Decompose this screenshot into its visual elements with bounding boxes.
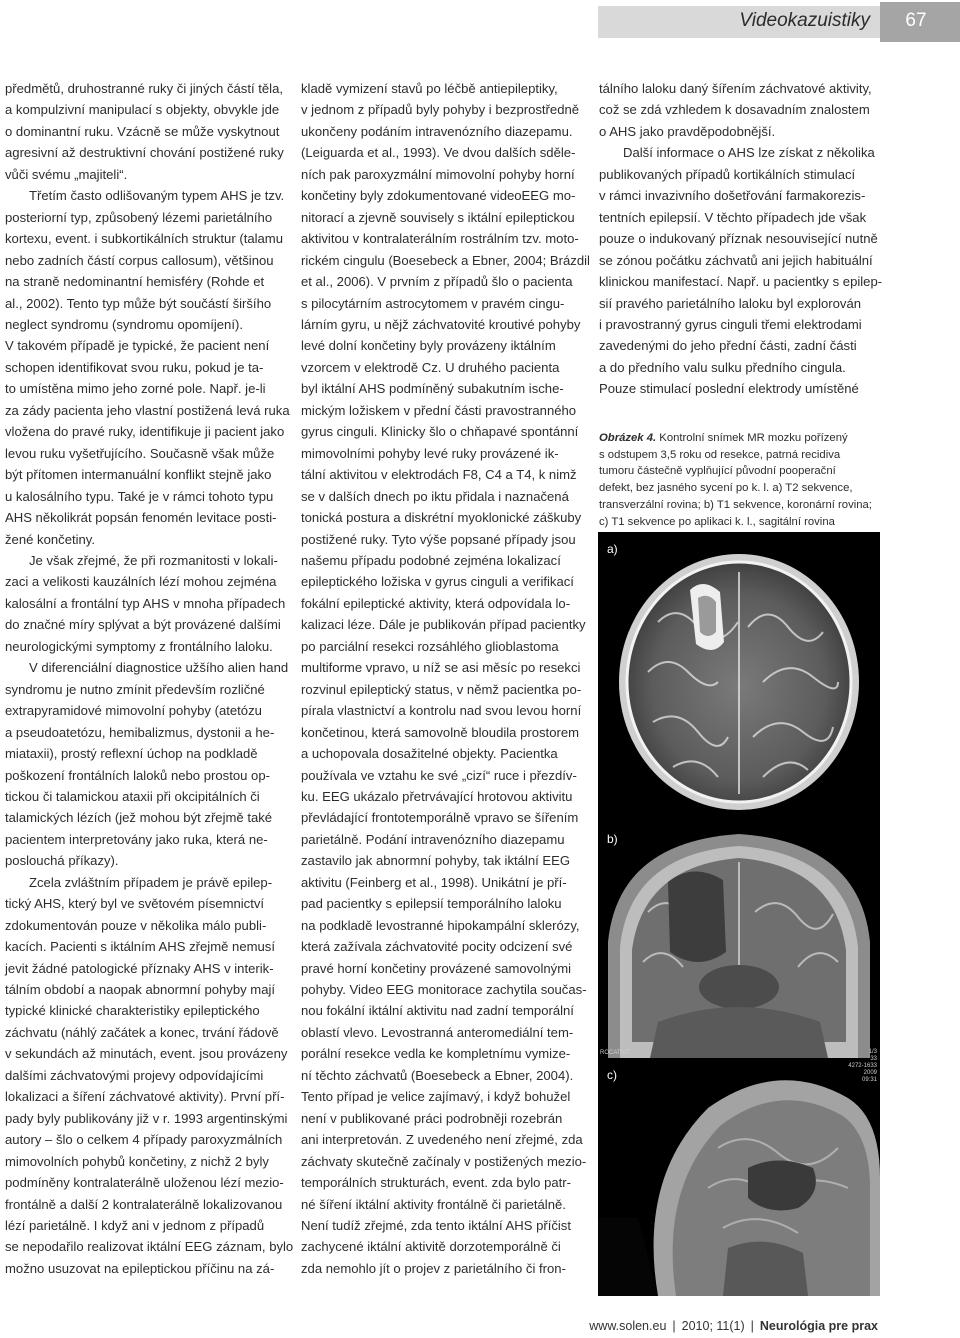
caption-label: Obrázek 4. [599, 432, 657, 444]
text-line: klinickou manifestací. Např. u pacientky s epilep- [599, 274, 883, 290]
paragraph [5, 872, 294, 1280]
text-line: záchvaty skutečně začínaly v postižených mezio- [301, 1153, 587, 1169]
text-line: žené končetiny. [5, 531, 96, 547]
text-line: né šíření iktální aktivity frontálně či parietálně. [301, 1196, 566, 1212]
text-line: což se zdá vzhledem k dosavadním znalostem [599, 102, 870, 118]
page-footer: www.solen.eu | 2010; 11(1) | Neurológia pre prax [589, 1319, 878, 1333]
text-line: po parciální resekci rozsáhlého glioblastoma [301, 638, 559, 654]
text-line: v sekundách až minutách, event. jsou provázeny [5, 1046, 288, 1062]
text-line: aktivitou v kontralaterálním rostrálním tzv. moto- [301, 231, 579, 247]
text-line: publikovaných případů kortikálních stimulací [599, 166, 856, 182]
text-line: postižené ruky. Tyto výše popsané případy jsou [301, 531, 576, 547]
text-line: není v publikované práci podrobněji rozebrán [301, 1110, 563, 1126]
text-line: poškození frontálních laloků nebo prostou op- [5, 767, 270, 783]
text-line: a pseudoatetózu, hemibalizmus, dystonii a he- [5, 724, 275, 740]
text-line: kacích. Pacienti s iktálním AHS zřejmě nemusí [5, 939, 275, 955]
text-line: nou fokální iktální aktivitu nad zadní temporální [301, 1003, 574, 1019]
text-line: v jednom z případů byly pohyby i bezprostředně [301, 102, 580, 118]
text-line: pady byly publikovány již v r. 1993 argentinskými [5, 1110, 288, 1126]
text-line: dalšími záchvatovými projevy odpovídajícími [5, 1067, 264, 1083]
text-line: kladě vymizení stavů po léčbě antiepileptiky, [301, 81, 558, 96]
text-line: předmětů, druhostranné ruky či jiných částí těla, [5, 81, 284, 96]
text-line: zavedenými do jeho přední části, zadní části [599, 338, 857, 354]
text-line: jevit žádné patologické příznaky AHS v interik- [5, 960, 274, 976]
caption-line: transverzální rovina; b) T1 sekvence, koronární rovina; [599, 498, 872, 511]
text-line: tálním období a naopak abnormní pohyby mají [5, 982, 276, 998]
text-line: možno usuzovat na epileptickou příčinu na zá- [5, 1260, 275, 1276]
text-line: neurologickými symptomy z frontálního laloku. [5, 638, 273, 654]
text-line: ukončeny podáním intravenózního diazepamu. [301, 123, 573, 139]
text-line: talamických lézích (jež mohou být zřejmě také [5, 810, 273, 826]
panel-label-c: c) [607, 1068, 617, 1082]
text-line: rickém cingulu (Boesebeck a Ebner, 2004; Brázdil [301, 252, 590, 268]
text-line: která zažívala záchvatovité pocity odcizení své [301, 939, 573, 955]
overlay-line: 09:31 [861, 1077, 877, 1083]
text-line: kortexu, event. i subkortikálních struktur (talamu [5, 231, 283, 247]
text-line: s pilocytárním astrocytomem v pravém cingu- [301, 295, 565, 311]
text-line: kalosální a frontální typ AHS v mnoha případech [5, 595, 286, 611]
text-line: tický AHS, který byl ve světovém písemnictví [5, 896, 265, 912]
section-title: Videokazuistiky [739, 10, 870, 31]
text-column-1 [5, 78, 294, 1279]
text-line: sií pravého parietálního laloku byl explorován [599, 295, 862, 311]
figure-caption [599, 430, 880, 530]
text-line: ních pak paroxyzmální mimovolní pohyby horní [301, 166, 575, 182]
text-line: Další informace o AHS lze získat z několika [623, 145, 875, 161]
text-line: používala ve vztahu ke své „cizí“ ruce i přezdív- [301, 767, 577, 783]
text-line: našemu případu podobné zejména lokalizací [301, 552, 561, 568]
text-line: Zcela zvláštním případem je právě epilep- [29, 874, 273, 890]
caption-line: s odstupem 3,5 roku od resekce, patrná recidiva [599, 448, 841, 461]
text-line: zdokumentován pouze v několika málo publi- [5, 917, 267, 933]
text-line: tálního laloku daný šířením záchvatové aktivity, [599, 81, 872, 96]
paragraph [5, 550, 286, 657]
text-line: tickou či talamickou ataxii při okcipitálních či [5, 788, 260, 804]
text-line: V takovém případě je typické, že pacient není [5, 338, 270, 354]
text-line: tální aktivitou v elektrodách F8, C4 a T4, k nimž [301, 467, 577, 483]
text-line: kalizaci léze. Dále je publikován případ pacientky [301, 617, 586, 633]
text-line: do značné míry splývat a být provázené dalšími [5, 617, 281, 633]
text-line: za zády pacienta jeho vlastní postižená levá ruka [5, 402, 290, 418]
text-line: porální resekce vedla ke kompletnímu vymize- [301, 1046, 571, 1062]
text-line: v rámci invazivního došetřování farmakorezis- [599, 188, 866, 204]
text-line: pad pacientky s epilepsií temporálního laloku [301, 896, 562, 912]
caption-line: tumoru částečně vyplňující původní pooperační [599, 465, 836, 478]
text-line: podmíněny kontralaterálně uloženou lézí mezio- [5, 1175, 284, 1191]
overlay-line: 4272-1633 [848, 1063, 877, 1069]
paragraph [301, 78, 590, 1279]
text-line: to umístěna mimo jeho zorné pole. Např. je-li [5, 381, 266, 397]
text-line: autory – šlo o celkem 4 případy paroxyzmálních [5, 1132, 283, 1148]
text-line: V diferenciální diagnostice užšího alien hand [29, 660, 289, 676]
text-line: se v dalších dnech po iktu přidala i naznačená [301, 488, 569, 504]
text-line: rozvinul epileptický status, v němž pacientka po- [301, 681, 582, 697]
text-line: ku. EEG ukázalo přetrvávající hrotovou aktivitu [301, 788, 573, 804]
text-line: mickým ložiskem v přední části pravostranného [301, 402, 577, 418]
text-line: al., 2002). Tento typ může být součástí širšího [5, 295, 272, 311]
text-column-3 [599, 78, 883, 400]
text-line: o dominantní ruku. Vzácně se může vyskytnout [5, 123, 280, 139]
mri-image-axial-t2 [598, 532, 880, 822]
text-line: neglect syndromu (syndromu opomíjení). [5, 316, 243, 332]
text-line: agresivní až destruktivní chování postižené ruky [5, 145, 284, 161]
text-line: ní těchto záchvatů (Boesebeck a Ebner, 2004). [301, 1067, 574, 1083]
caption-line: defekt, bez jasného sycení po k. l. a) T2 sekvence, [599, 482, 853, 495]
text-line: být přítomen intermanuální konflikt stejně jako [5, 467, 272, 483]
text-line: posteriorní typ, způsobený lézemi parietálního [5, 209, 273, 225]
text-line: končetinou, která samovolně bloudila prostorem [301, 724, 580, 740]
text-line: temporálních strukturách, event. zda bylo patr- [301, 1175, 572, 1191]
scanner-overlay-right [848, 1049, 877, 1084]
text-line: frontálně a další 2 kontralaterálně lokalizovanou [5, 1196, 283, 1212]
text-line: gyrus cinguli. Klinicky šlo o chňapavé spontánní [301, 424, 579, 440]
footer-journal: Neurológia pre prax [759, 1319, 878, 1333]
text-line: a kompulzivní manipulací s objekty, obvykle jde [5, 102, 280, 118]
text-line: u kalosálního typu. Také je v rámci tohoto typu [5, 488, 274, 504]
text-line: pacientem interpretovány jako ruka, která ne- [5, 831, 268, 847]
scanner-overlay-left: ROCATIVT [600, 1050, 630, 1056]
text-line: o AHS jako pravděpodobnější. [599, 123, 776, 139]
paragraph [5, 657, 289, 872]
text-line: na podkladě levostranné hipokampální sklerózy, [301, 917, 580, 933]
text-line: mimovolními pohyby levé ruky provázené ik- [301, 445, 559, 461]
text-line: Třetím často odlišovaným typem AHS je tzv. [29, 188, 285, 204]
text-line: lézí parietálně. I když ani v jednom z případů [5, 1218, 265, 1234]
text-line: a do předního valu sulku předního cingula. [599, 359, 846, 375]
overlay-line: 33 [870, 1056, 877, 1062]
text-line: fokální epileptické aktivity, která odpovídala lo- [301, 595, 571, 611]
text-line: mimovolních pohybů končetiny, z nichž 2 byly [5, 1153, 269, 1169]
text-line: zastavilo jak abnormní pohyby, tak iktální EEG [301, 853, 571, 869]
text-line: vůči svému „majiteli“. [5, 166, 128, 182]
text-line: tentních epilepsií. V těchto případech jde však [599, 209, 867, 225]
text-line: nitorací a zjevně souvisely s iktální epileptickou [301, 209, 575, 225]
text-line: a uchopovala dosažitelné objekty. Pacientka [301, 746, 558, 762]
text-line: et al., 2006). V prvním z případů šlo o pacienta [301, 274, 573, 290]
text-line: lokalizaci a šíření záchvatové aktivity). První pří- [5, 1089, 285, 1105]
text-line: zaci a velikosti kauzálních lézí mohou zejména [5, 574, 277, 590]
paragraph [599, 78, 880, 142]
text-line: Je však zřejmé, že při rozmanitosti v lokali- [29, 552, 278, 568]
footer-volume: 2010; 11(1) [681, 1319, 745, 1333]
text-line: Tento případ je velice zajímavý, i když bohužel [301, 1089, 571, 1105]
text-line: AHS několikrát popsán fenomén levitace posti- [5, 510, 277, 526]
text-line: epileptického ložiska v gyrus cinguli a verifikací [301, 574, 574, 590]
text-line: se zónou počátku záchvatů ani jejich habituální [599, 252, 873, 268]
text-line: lárním gyru, u nějž záchvatovité kroutivé pohyby [301, 316, 581, 332]
paragraph [5, 78, 283, 185]
text-line: pohyby. Video EEG monitorace zachytila součas- [301, 982, 587, 998]
text-line: poslouchá příkazy). [5, 853, 119, 869]
text-line: (Leiguarda et al., 1993). Ve dvou dalších sděle- [301, 145, 576, 161]
text-line: pírala vlastnictví a kontrolu nad svou levou horní [301, 703, 582, 719]
text-line: zda nemohlo jít o projev z parietálního či fron- [301, 1260, 566, 1276]
text-line: byl iktální AHS podmíněný subakutním ische- [301, 381, 564, 397]
text-line: záchvatu (náhlý začátek a konec, trvání řádově [5, 1024, 279, 1040]
text-line: miataxii), prostý reflexní úchop na podkladě [5, 746, 258, 762]
overlay-line: 1/3 [868, 1049, 877, 1055]
text-line: tonická postura a diskrétní myoklonické záškuby [301, 510, 582, 526]
text-line: parietálně. Podání intravenózního diazepamu [301, 831, 565, 847]
text-line: pravé horní končetiny provázené samovolnými [301, 960, 572, 976]
caption-line: Kontrolní snímek MR mozku pořízený [659, 432, 848, 444]
paragraph [5, 185, 290, 550]
text-line: ani interpretován. Z uvedeného není zřejmé, zda [301, 1132, 583, 1148]
text-line: extrapyramidové mimovolní pohyby (atetózu [5, 703, 262, 719]
text-line: levé dolní končetiny byly provázeny iktálním [301, 338, 556, 354]
text-line: aktivitu (Feinberg et al., 1998). Unikátní je pří- [301, 874, 567, 890]
text-line: Není tudíž zřejmé, zda tento iktální AHS příčist [301, 1218, 571, 1234]
text-line: oblastí vlevo. Levostranná anteromediální tem- [301, 1024, 574, 1040]
text-line: vložena do pravé ruky, identifikuje ji pacient jako [5, 424, 285, 440]
text-line: syndromu je nutno zmínit především rozličné [5, 681, 265, 697]
text-column-2 [301, 78, 590, 1279]
text-line: vzorcem v elektrodě Cz. U druhého pacienta [301, 359, 560, 375]
text-line: i pravostranný gyrus cinguli třemi elektrodami [599, 316, 862, 332]
text-line: zachycené iktální aktivitě dorzotemporálně či [301, 1239, 561, 1255]
overlay-line: 2009 [863, 1070, 877, 1076]
text-line: končetiny byly zdokumentované videoEEG mo- [301, 188, 576, 204]
text-line: nebo zadních částí corpus callosum), většinou [5, 252, 274, 268]
panel-label-b: b) [607, 832, 618, 846]
text-line: se nepodařilo realizovat iktální EEG záznam, bylo [5, 1239, 294, 1255]
page-number: 67 [905, 10, 927, 31]
mri-image-sagittal-t1 [598, 1049, 880, 1296]
text-line: Pouze stimulací poslední elektrody umístěné [599, 381, 859, 397]
text-line: převládající frontotemporálně vpravo se šířením [301, 810, 579, 826]
footer-website: www.solen.eu [589, 1319, 667, 1333]
mri-image-coronal-t1 [598, 822, 880, 1058]
caption-line: c) T1 sekvence po aplikaci k. l., sagitální rovina [599, 515, 835, 528]
panel-label-a: a) [607, 542, 618, 556]
text-line: schopen identifikovat svou ruku, pokud je ta- [5, 359, 264, 375]
text-line: multiforme vpravo, u níž se asi měsíc po resekci [301, 660, 581, 676]
text-line: typické klinické charakteristiky epileptického [5, 1003, 260, 1019]
paragraph [599, 142, 883, 399]
text-line: na straně nedominantní hemisféry (Rohde et [5, 274, 265, 290]
text-line: pouze o indukovaný příznak nesouvisející nutně [599, 231, 878, 247]
text-line: levou ruku vyšetřujícího. Současně však může [5, 445, 275, 461]
